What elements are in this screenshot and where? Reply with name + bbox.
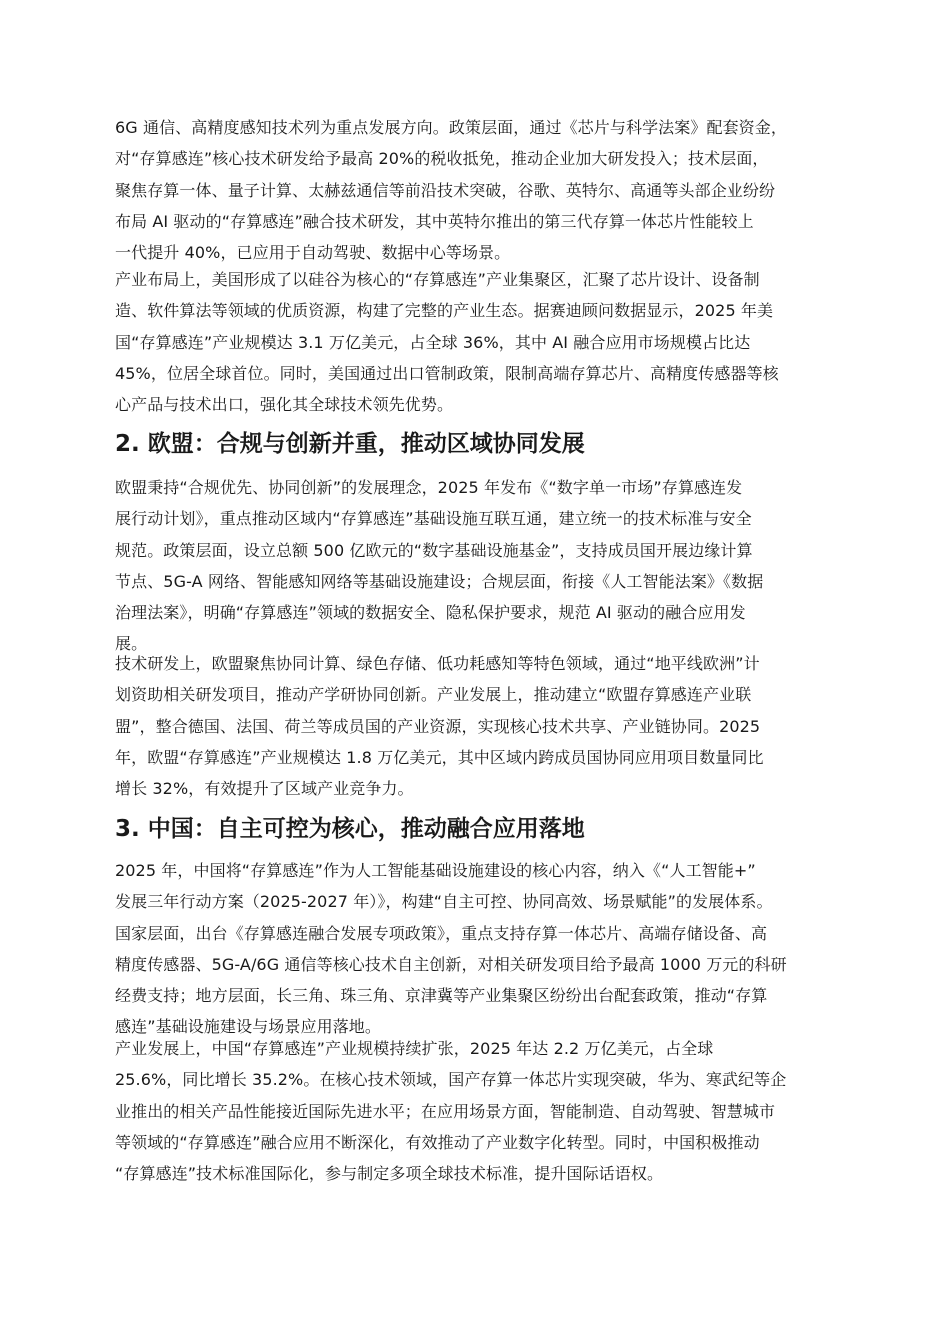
text-line: 感连”基础设施建设与场景应用落地。 (115, 1017, 381, 1037)
text-line: 一代提升 40%，已应用于自动驾驶、数据中心等场景。 (115, 243, 511, 263)
text-line: 布局 AI 驱动的“存算感连”融合技术研发，其中英特尔推出的第三代存算一体芯片性能较上 (115, 211, 754, 231)
text-line: 节点、5G-A 网络、智能感知网络等基础设施建设；合规层面，衔接《人工智能法案》《数据 (115, 571, 764, 591)
text-line: 划资助相关研发项目，推动产学研协同创新。产业发展上，推动建立“欧盟存算感连产业联 (115, 685, 752, 705)
text-line: 盟”，整合德国、法国、荷兰等成员国的产业资源，实现核心技术共享、产业链协同。2025 (115, 716, 761, 736)
text-line: 治理法案》，明确“存算感连”领域的数据安全、隐私保护要求，规范 AI 驱动的融合应用发 (115, 603, 746, 623)
text-line: 精度传感器、5G-A/6G 通信等核心技术自主创新，对相关研发项目给予最高 1000 万元的科研 (115, 954, 787, 974)
text-line: 国“存算感连”产业规模达 3.1 万亿美元，占全球 36%，其中 AI 融合应用市场规模占比达 (115, 332, 751, 352)
china-section-heading: 3. 中国：自主可控为核心，推动融合应用落地 (115, 816, 585, 842)
text-line: 发展三年行动方案（2025-2027 年）》，构建“自主可控、协同高效、场景赋能”的发展体系。 (115, 892, 773, 912)
text-line: 产业发展上，中国“存算感连”产业规模持续扩张，2025 年达 2.2 万亿美元，占全球 (115, 1039, 714, 1058)
text-line: 2025 年，中国将“存算感连”作为人工智能基础设施建设的核心内容，纳入《“人工智能+” (115, 861, 756, 880)
text-line: 造、软件算法等领域的优质资源，构建了完整的产业生态。据赛迪顾问数据显示，2025 年美 (115, 301, 774, 321)
text-line: 技术研发上，欧盟聚焦协同计算、绿色存储、低功耗感知等特色领域，通过“地平线欧洲”计 (115, 654, 760, 673)
text-line: 国家层面，出台《存算感连融合发展专项政策》，重点支持存算一体芯片、高端存储设备、高 (115, 923, 768, 943)
text-line: 年，欧盟“存算感连”产业规模达 1.8 万亿美元，其中区域内跨成员国协同应用项目数量同比 (115, 747, 764, 767)
china-industry-paragraph (115, 1033, 845, 1189)
text-line: 45%，位居全球首位。同时，美国通过出口管制政策，限制高端存算芯片、高精度传感器等核 (115, 363, 779, 383)
text-line: 聚焦存算一体、量子计算、太赫兹通信等前沿技术突破，谷歌、英特尔、高通等头部企业纷纷 (115, 180, 776, 200)
text-line: 增长 32%，有效提升了区域产业竞争力。 (115, 779, 414, 799)
us-policy-paragraph (115, 112, 845, 268)
eu-policy-paragraph (115, 472, 845, 660)
text-line: 25.6%，同比增长 35.2%。在核心技术领域，国产存算一体芯片实现突破，华为、寒武纪等企 (115, 1070, 787, 1090)
text-line: 产业布局上，美国形成了以硅谷为核心的“存算感连”产业集聚区，汇聚了芯片设计、设备制 (115, 270, 760, 289)
text-line: 心产品与技术出口，强化其全球技术领先优势。 (115, 395, 454, 415)
us-industry-paragraph (115, 264, 845, 420)
text-line: 对“存算感连”核心技术研发给予最高 20%的税收抵免，推动企业加大研发投入；技术层面， (115, 149, 769, 169)
text-line: 经费支持；地方层面，长三角、珠三角、京津冀等产业集聚区纷纷出台配套政策，推动“存算 (115, 986, 768, 1006)
eu-section-heading: 2. 欧盟：合规与创新并重，推动区域协同发展 (115, 431, 585, 457)
eu-industry-paragraph (115, 648, 845, 804)
text-line: 业推出的相关产品性能接近国际先进水平；在应用场景方面，智能制造、自动驾驶、智慧城市 (115, 1101, 776, 1121)
text-line: 6G 通信、高精度感知技术列为重点发展方向。政策层面，通过《芯片与科学法案》配套资金， (115, 118, 787, 137)
china-policy-paragraph (115, 855, 845, 1043)
text-line: 规范。政策层面，设立总额 500 亿欧元的“数字基础设施基金”，支持成员国开展边缘计算 (115, 540, 753, 560)
text-line: 展行动计划》，重点推动区域内“存算感连”基础设施互联互通，建立统一的技术标准与安全 (115, 509, 752, 529)
text-line: 展。 (115, 634, 148, 654)
text-line: 等领域的“存算感连”融合应用不断深化，有效推动了产业数字化转型。同时，中国积极推动 (115, 1132, 760, 1152)
text-line: “存算感连”技术标准国际化，参与制定多项全球技术标准，提升国际话语权。 (115, 1164, 664, 1184)
text-line: 欧盟秉持“合规优先、协同创新”的发展理念，2025 年发布《“数字单一市场”存算感连发 (115, 478, 743, 497)
